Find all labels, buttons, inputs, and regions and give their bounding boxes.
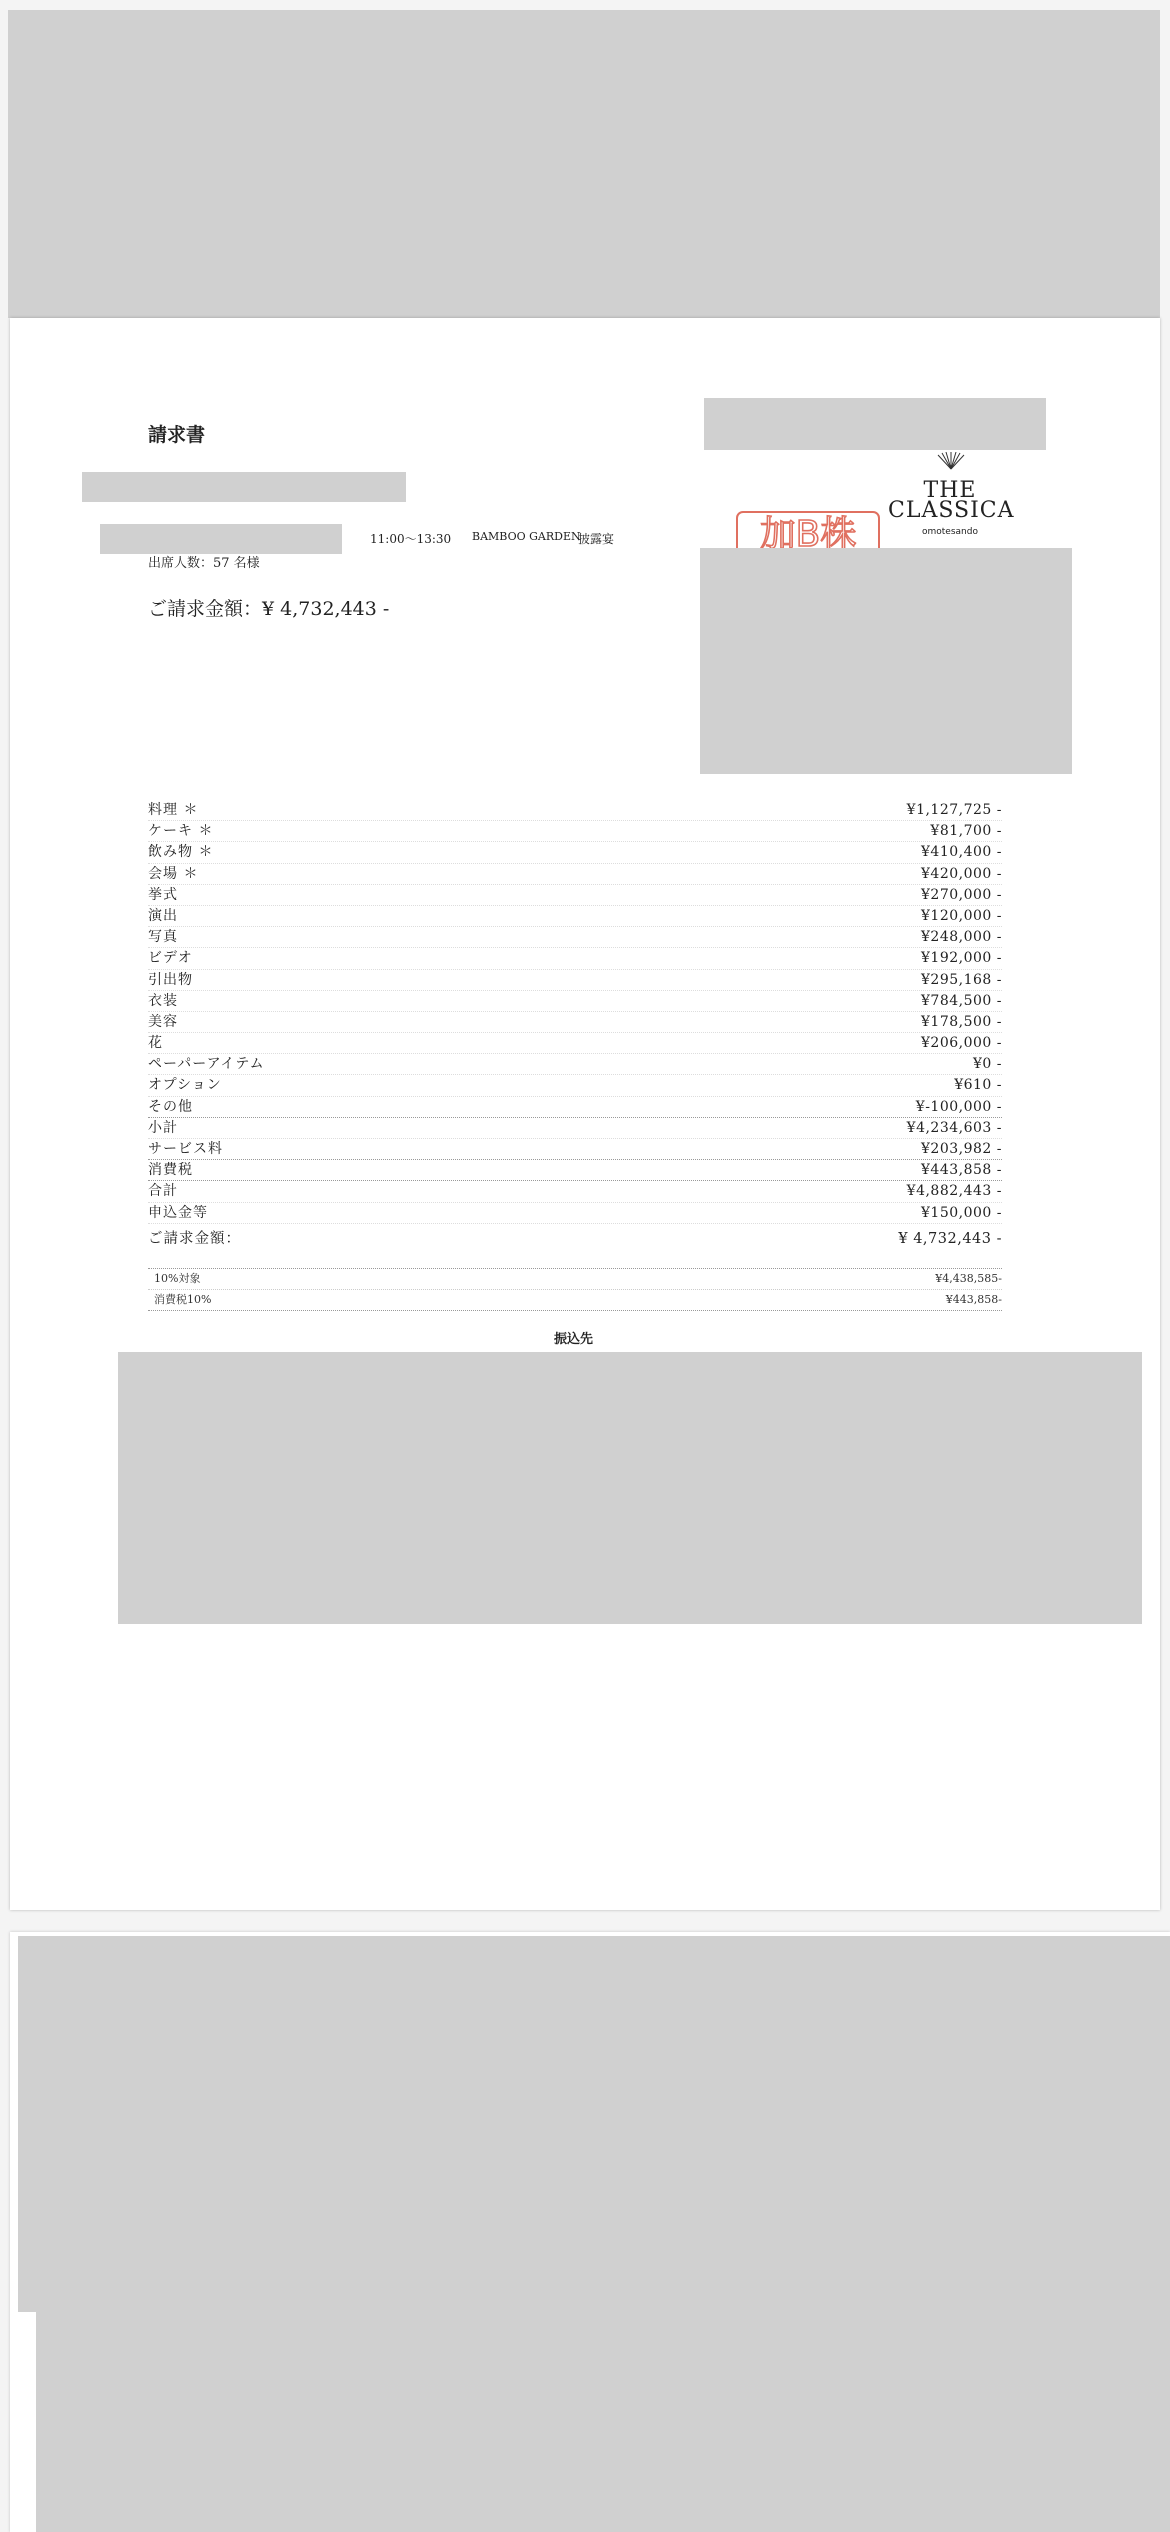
redacted-top-area (8, 10, 1160, 318)
line-item-label: ビデオ (148, 950, 193, 967)
line-item-label: 小計 (148, 1119, 178, 1136)
line-item-label: 引出物 (148, 971, 193, 988)
line-item-label: 挙式 (148, 886, 178, 903)
line-item-row (148, 1118, 1002, 1139)
line-item-label: サービス料 (148, 1141, 223, 1157)
line-item-row (148, 1012, 1002, 1033)
tax-row-value: ¥4,438,585- (935, 1272, 1002, 1285)
line-item-row (148, 970, 1002, 991)
event-time: 11:00〜13:30 (370, 532, 452, 546)
line-item-label: 花 (148, 1035, 163, 1052)
attendance-count: 出席人数：57 名様 (148, 556, 260, 571)
line-item-label: オプション (148, 1077, 222, 1094)
line-item-value: ¥443,858 - (921, 1162, 1002, 1179)
line-item-row (148, 1033, 1002, 1054)
billing-amount-label: ご請求金額： (148, 598, 263, 620)
line-item-value: ¥81,700 - (930, 823, 1002, 840)
line-item-row (148, 1139, 1002, 1160)
redacted-customer-name (82, 472, 406, 502)
bank-transfer-heading: 振込先 (554, 1332, 594, 1347)
line-item-value: ¥4,882,443 - (906, 1183, 1002, 1200)
line-item-label: 消費税 (148, 1162, 193, 1179)
line-item-row (148, 906, 1002, 927)
line-item-row (148, 842, 1002, 863)
line-item-row (148, 1203, 1002, 1224)
billing-amount-header (148, 594, 389, 621)
line-item-label: ペーパーアイテム (148, 1056, 265, 1073)
line-item-value: ¥295,168 - (921, 971, 1002, 988)
line-item-value: ¥-100,000 - (915, 1098, 1002, 1115)
line-item-row (148, 948, 1002, 969)
line-item-value: ¥4,234,603 - (906, 1119, 1002, 1136)
line-item-label: 写真 (148, 929, 178, 946)
line-item-value: ¥150,000 - (921, 1204, 1002, 1221)
tax-row (148, 1269, 1002, 1290)
line-item-row (148, 1224, 1002, 1254)
line-item-row (148, 1075, 1002, 1096)
logo-text-the: THE (923, 478, 977, 503)
invoice-title: 請求書 (148, 424, 206, 446)
line-item-label: 会場 ＊ (148, 865, 199, 882)
tax-row (148, 1290, 1002, 1310)
line-item-row (148, 927, 1002, 948)
line-item-row (148, 885, 1002, 906)
tax-row-label: 消費税10% (154, 1293, 212, 1306)
line-item-row (148, 800, 1002, 821)
line-item-label: 飲み物 ＊ (148, 844, 214, 861)
company-seal-stamp (736, 510, 880, 548)
tax-breakdown-table (148, 1268, 1002, 1311)
line-item-value: ¥203,982 - (921, 1141, 1002, 1157)
line-item-row (148, 821, 1002, 842)
line-item-label: ご請求金額： (148, 1230, 241, 1247)
redacted-bank-details (118, 1352, 1142, 1624)
line-item-label: 申込金等 (148, 1204, 208, 1221)
line-item-value: ¥610 - (954, 1077, 1002, 1094)
billing-amount-value: ¥ 4,732,443 - (262, 598, 390, 620)
line-item-value: ¥206,000 - (921, 1035, 1002, 1052)
line-item-value: ¥784,500 - (921, 992, 1002, 1009)
line-item-label: 料理 ＊ (148, 802, 199, 818)
line-items-table (148, 800, 1002, 1254)
redacted-company-info (700, 548, 1072, 774)
line-item-label: 衣装 (148, 992, 178, 1009)
line-item-label: ケーキ ＊ (148, 823, 214, 840)
tax-row-label: 10%対象 (154, 1272, 201, 1285)
svg-text:加B株: 加B株 (759, 514, 857, 548)
line-item-value: ¥270,000 - (921, 886, 1002, 903)
line-item-row (148, 991, 1002, 1012)
line-item-row (148, 864, 1002, 885)
redacted-date (100, 524, 342, 554)
line-item-label: その他 (148, 1098, 193, 1115)
logo-text-classica: CLASSICA (888, 498, 1015, 523)
line-item-row (148, 1097, 1002, 1118)
line-item-value: ¥0 - (973, 1056, 1002, 1073)
redacted-second-page-top (18, 1936, 1170, 2312)
line-item-value: ¥120,000 - (921, 907, 1002, 924)
line-item-value: ¥420,000 - (921, 865, 1002, 882)
fan-logo-icon (936, 452, 966, 470)
line-item-value: ¥ 4,732,443 - (898, 1230, 1002, 1247)
line-item-label: 演出 (148, 907, 178, 924)
line-item-label: 合計 (148, 1183, 178, 1200)
line-item-value: ¥248,000 - (921, 929, 1002, 946)
line-item-row (148, 1054, 1002, 1075)
logo-text-omotesando: omotesando (922, 527, 978, 537)
line-item-value: ¥192,000 - (921, 950, 1002, 967)
tax-row-value: ¥443,858- (945, 1293, 1002, 1306)
line-item-value: ¥410,400 - (921, 844, 1002, 861)
line-item-value: ¥178,500 - (921, 1013, 1002, 1030)
venue-name: BAMBOO GARDEN (472, 530, 581, 543)
event-type: 披露宴 (578, 532, 615, 546)
line-item-row (148, 1160, 1002, 1181)
redacted-second-page-bottom (36, 2312, 1170, 2532)
line-item-row (148, 1181, 1002, 1202)
line-item-value: ¥1,127,725 - (906, 802, 1002, 818)
redacted-address-block (704, 398, 1046, 450)
line-item-label: 美容 (148, 1013, 178, 1030)
